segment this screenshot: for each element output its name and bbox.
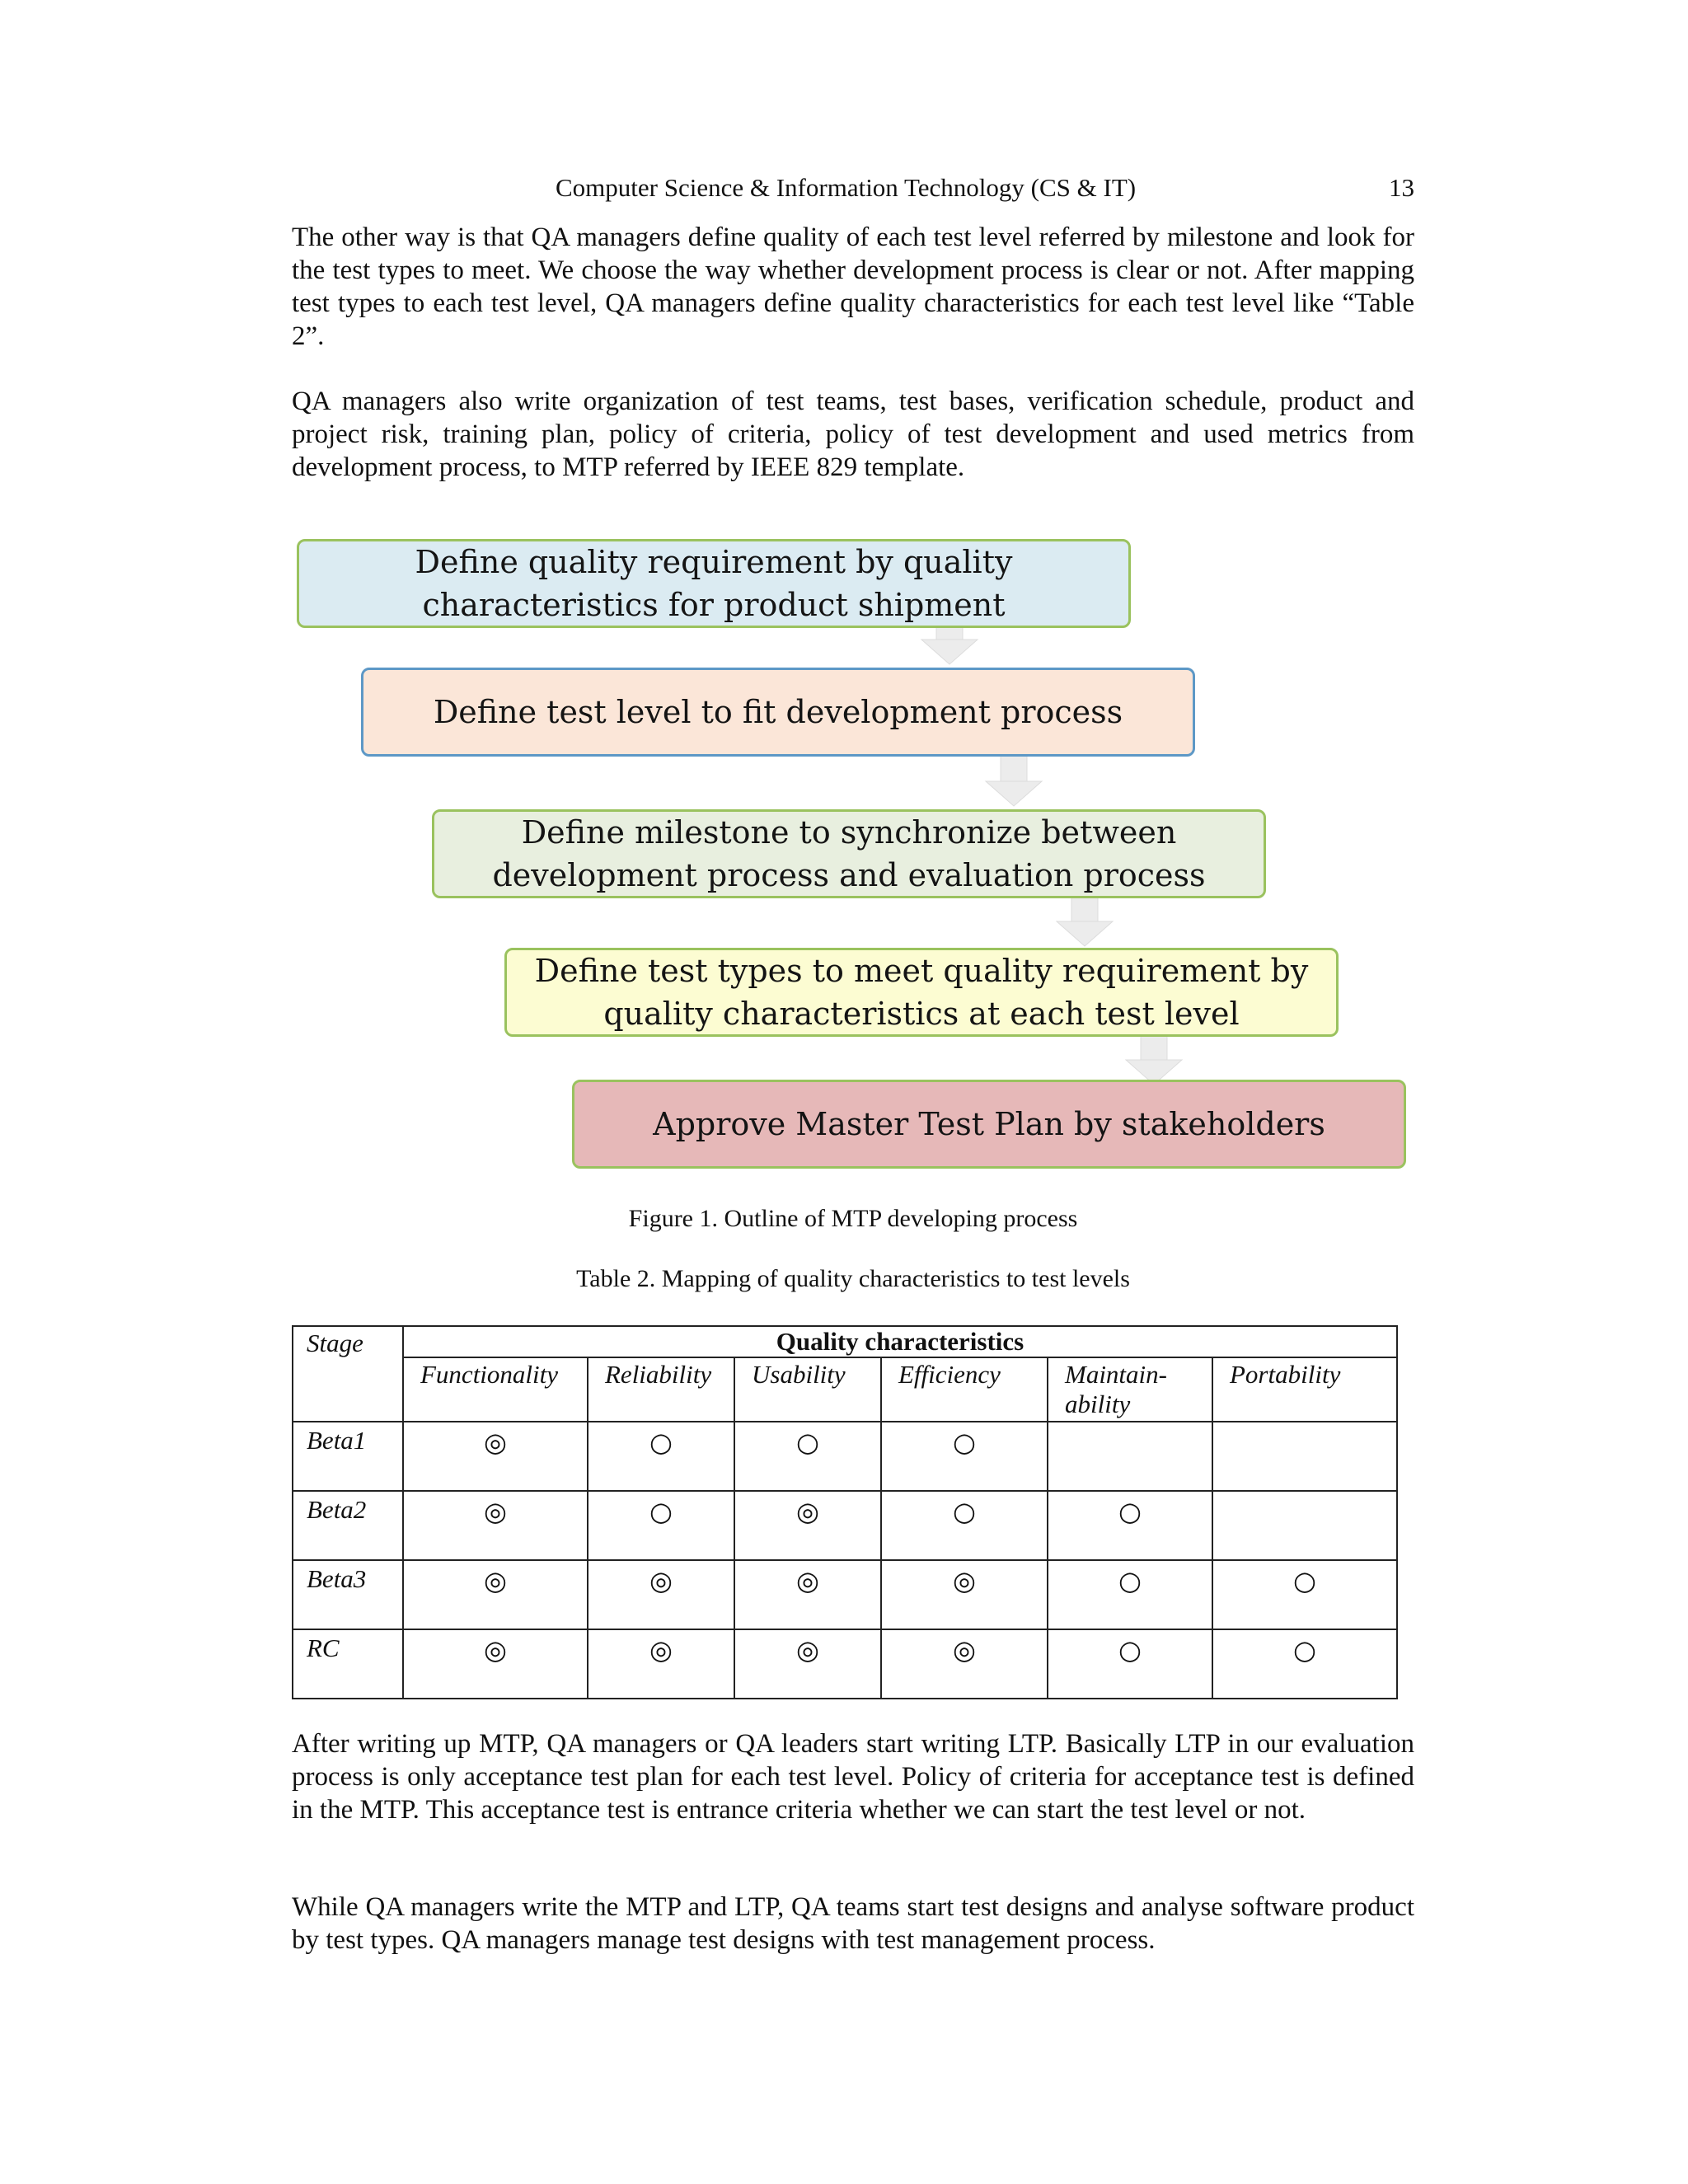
mapping-cell: ○	[588, 1422, 734, 1491]
mapping-cell: ○	[881, 1422, 1048, 1491]
mapping-cell: ◎	[734, 1560, 881, 1629]
paragraph-4: While QA managers write the MTP and LTP, QA teams start test designs and analyse software product by test types. QA managers manage test designs with test management process.	[292, 1892, 1414, 1955]
column-header: Functionality	[403, 1357, 588, 1422]
step-3-box: Define milestone to synchronize between development process and evaluation process	[432, 809, 1266, 898]
mapping-cell: ○	[881, 1491, 1048, 1560]
column-header: Reliability	[588, 1357, 734, 1422]
mapping-cell: ○	[1048, 1629, 1212, 1699]
quality-characteristics-header: Quality characteristics	[403, 1326, 1397, 1357]
stage-cell: Beta1	[293, 1422, 403, 1491]
mapping-cell	[1212, 1422, 1397, 1491]
mapping-cell: ◎	[403, 1629, 588, 1699]
table-caption: Table 2. Mapping of quality characteristics to test levels	[576, 1265, 1130, 1292]
quality-mapping-table	[292, 1325, 1398, 1699]
mapping-cell	[1212, 1491, 1397, 1560]
mapping-cell: ◎	[403, 1560, 588, 1629]
page-number: 13	[1389, 173, 1414, 202]
mapping-cell: ◎	[403, 1422, 588, 1491]
step-1-box: Define quality requirement by quality characteristics for product shipment	[297, 539, 1131, 628]
mapping-cell: ○	[1048, 1491, 1212, 1560]
paragraph-1: The other way is that QA managers define quality of each test level referred by milestone and look for the test types to meet. We choose the way whether development process is clear or not. After mapping test types to each test level, QA managers define quality characteristics for each test level like “Table 2”.	[292, 223, 1414, 351]
running-header	[292, 173, 1414, 206]
mapping-cell: ◎	[881, 1629, 1048, 1699]
mapping-cell: ◎	[734, 1491, 881, 1560]
mapping-cell: ○	[1212, 1560, 1397, 1629]
mtp-process-figure	[292, 527, 1414, 1179]
mapping-cell: ◎	[588, 1629, 734, 1699]
mapping-cell: ○	[588, 1491, 734, 1560]
table-header-row	[293, 1326, 1397, 1357]
table-row	[293, 1422, 1397, 1491]
mapping-cell: ◎	[403, 1491, 588, 1560]
mapping-cell: ◎	[588, 1560, 734, 1629]
table-row	[293, 1560, 1397, 1629]
down-arrow-icon	[984, 748, 1043, 808]
paragraph-3: After writing up MTP, QA managers or QA leaders start writing LTP. Basically LTP in our evaluation process is only acceptance test plan for each test level. Policy of criteria for acceptance test is defined in the MTP. This acceptance test is entrance criteria whether we can start the test level or not.	[292, 1729, 1414, 1825]
mapping-cell: ○	[1212, 1629, 1397, 1699]
stage-cell: Beta3	[293, 1560, 403, 1629]
stage-cell: RC	[293, 1629, 403, 1699]
mapping-cell: ○	[1048, 1560, 1212, 1629]
figure-caption: Figure 1. Outline of MTP developing process	[628, 1205, 1078, 1232]
paragraph-2: QA managers also write organization of test teams, test bases, verification schedule, product and project risk, training plan, policy of criteria, policy of test development and used metrics from development process, to MTP referred by IEEE 829 template.	[292, 387, 1414, 482]
table-row	[293, 1629, 1397, 1699]
mapping-cell: ○	[734, 1422, 881, 1491]
stage-header: Stage	[293, 1326, 403, 1422]
table-subheader-row	[293, 1357, 1397, 1422]
table-row	[293, 1491, 1397, 1560]
step-5-box: Approve Master Test Plan by stakeholders	[572, 1080, 1406, 1169]
column-header: Portability	[1212, 1357, 1397, 1422]
mapping-cell: ◎	[881, 1560, 1048, 1629]
mapping-cell	[1048, 1422, 1212, 1491]
stage-cell: Beta2	[293, 1491, 403, 1560]
mapping-cell: ◎	[734, 1629, 881, 1699]
column-header: Maintain-ability	[1048, 1357, 1212, 1422]
step-2-box: Define test level to fit development process	[361, 668, 1195, 757]
journal-title: Computer Science & Information Technology (CS & IT)	[556, 173, 1137, 202]
column-header: Efficiency	[881, 1357, 1048, 1422]
step-4-box: Define test types to meet quality requirement by quality characteristics at each test level	[504, 948, 1339, 1037]
column-header: Usability	[734, 1357, 881, 1422]
